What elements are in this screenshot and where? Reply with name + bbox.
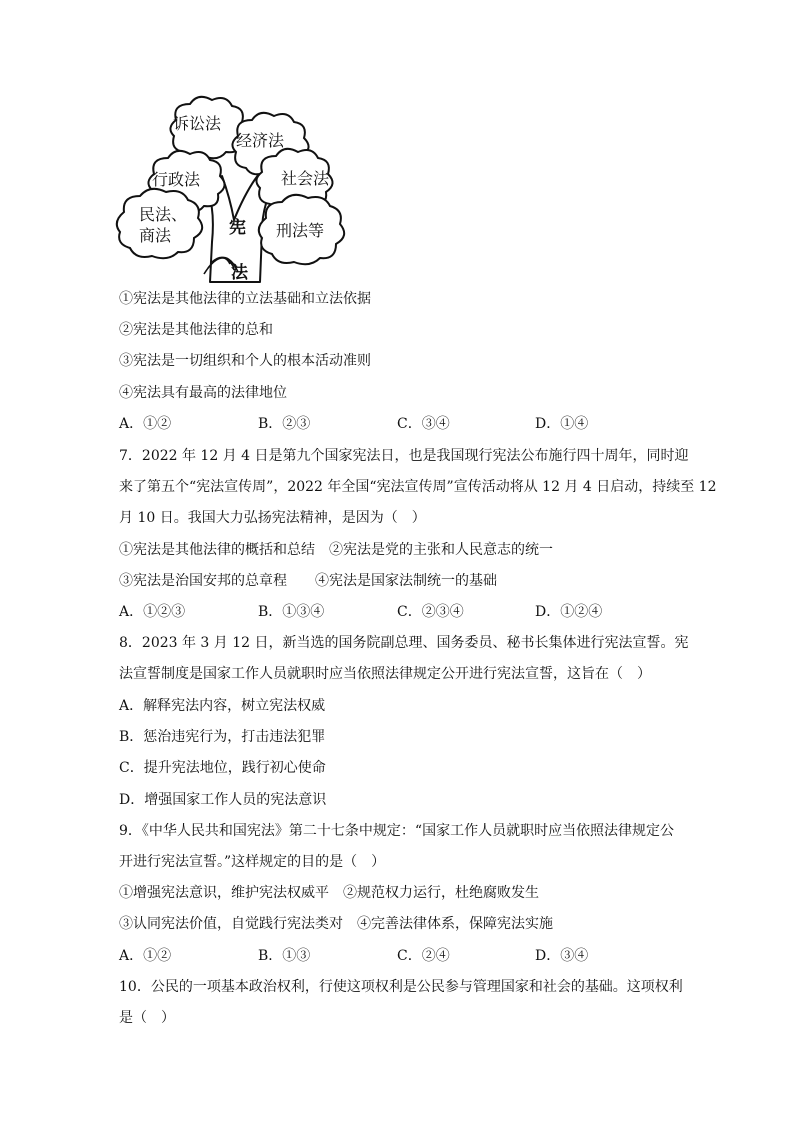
q9-item-row-1: ①增强宪法意识，维护宪法权威平 ②规范权力运行，杜绝腐败发生 [119, 885, 539, 901]
cloud-label-administrative: 行政法 [152, 170, 201, 189]
q9-item-row-2: ③认同宪法价值，自觉践行宪法类对 ④完善法律体系，保障宪法实施 [119, 916, 553, 932]
cloud-label-commercial: 商法 [139, 226, 172, 245]
q7-option-d[interactable]: D．①②④ [535, 604, 603, 620]
q6-item-1: ①宪法是其他法律的立法基础和立法依据 [119, 291, 371, 307]
q8-choice-d[interactable]: D．增强国家工作人员的宪法意识 [119, 792, 327, 808]
q7-options [119, 602, 699, 622]
q7-option-a[interactable]: A．①②③ [119, 604, 186, 620]
q8-choice-c[interactable]: C．提升宪法地位，践行初心使命 [119, 760, 326, 776]
q9-option-d[interactable]: D．③④ [535, 948, 589, 964]
q10-stem-line-2: 是（ ） [119, 1010, 175, 1026]
constitution-tree-diagram [112, 92, 372, 287]
q9-option-b[interactable]: B．①③ [258, 948, 311, 964]
q8-choice-a[interactable]: A．解释宪法内容，树立宪法权威 [119, 698, 326, 714]
q7-item-row-2: ③宪法是治国安邦的总章程 ④宪法是国家法制统一的基础 [119, 573, 497, 589]
q9-stem-line-1: 9．《中华人民共和国宪法》第二十七条中规定：“国家工作人员就职时应当依照法律规定公 [119, 823, 675, 839]
q7-option-c[interactable]: C．②③④ [397, 604, 464, 620]
q7-item-row-1: ①宪法是其他法律的概括和总结 ②宪法是党的主张和人民意志的统一 [119, 542, 553, 558]
q6-option-a[interactable]: A．①② [119, 416, 172, 432]
q6-item-4: ④宪法具有最高的法律地位 [119, 385, 287, 401]
q9-stem-line-2: 开进行宪法宣誓。”这样规定的目的是（ ） [119, 854, 386, 870]
q9-option-a[interactable]: A．①② [119, 948, 172, 964]
cloud-label-economic: 经济法 [236, 131, 285, 150]
cloud-label-social: 社会法 [281, 169, 330, 188]
q9-option-c[interactable]: C．②④ [397, 948, 450, 964]
q7-option-b[interactable]: B．①③④ [258, 604, 325, 620]
q7-stem-line-1: 7．2022 年 12 月 4 日是第九个国家宪法日，也是我国现行宪法公布施行四十周年，同时迎 [119, 448, 689, 464]
cloud-label-litigation: 诉讼法 [173, 114, 222, 133]
q8-stem-line-2: 法宣誓制度是国家工作人员就职时应当依照法律规定公开进行宪法宣誓，这旨在（ ） [119, 666, 651, 682]
q7-stem-line-3: 月 10 日。我国大力弘扬宪法精神，是因为（ ） [119, 510, 426, 526]
trunk-label-top: 宪 [229, 218, 246, 238]
q6-options [119, 414, 699, 434]
q6-item-2: ②宪法是其他法律的总和 [119, 322, 273, 338]
q8-stem-line-1: 8．2023 年 3 月 12 日，新当选的国务院副总理、国务委员、秘书长集体进行宪法宣誓。宪 [119, 635, 689, 651]
q6-option-d[interactable]: D．①④ [535, 416, 589, 432]
q10-stem-line-1: 10．公民的一项基本政治权利，行使这项权利是公民参与管理国家和社会的基础。这项权利 [119, 979, 683, 995]
q6-option-b[interactable]: B．②③ [258, 416, 311, 432]
q6-option-c[interactable]: C．③④ [397, 416, 450, 432]
cloud-label-civil: 民法、 [139, 205, 188, 224]
q9-options [119, 946, 699, 966]
cloud-label-criminal: 刑法等 [276, 221, 325, 240]
q8-choice-b[interactable]: B．惩治违宪行为，打击违法犯罪 [119, 729, 326, 745]
q6-item-3: ③宪法是一切组织和个人的根本活动准则 [119, 353, 371, 369]
q7-stem-line-2: 来了第五个“宪法宣传周”，2022 年全国“宪法宣传周”宣传活动将从 12 月 4 日启动，持续至 12 [119, 479, 717, 495]
trunk-label-bottom: 法 [231, 263, 248, 283]
